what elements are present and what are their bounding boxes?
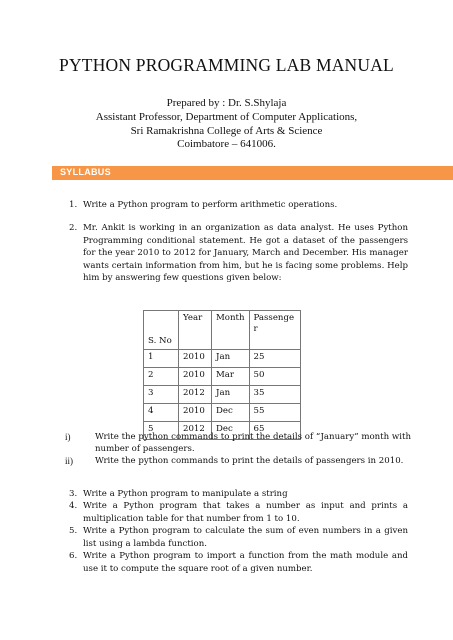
cell-year: 2010 [179,404,212,422]
cell-month: Dec [212,422,250,440]
sub-question-text: Write the python commands to print the details of passengers in 2010. [95,456,404,466]
prepared-by: Prepared by : Dr. S.Shylaja [166,97,287,109]
cell-sno: 4 [144,404,179,422]
header-year: Year [179,311,212,350]
author-city: Coimbatore – 641006. [177,138,276,151]
table-row [144,404,301,422]
cell-year: 2010 [179,368,212,386]
list-item-text: Write a Python program to import a function from the math module and use it to compute the square root of a given number. [83,551,408,574]
list-item-text: Write a Python program to manipulate a string [83,489,288,499]
cell-month: Jan [212,386,250,404]
header-sno: S. No [144,311,179,350]
list-item-number: 6. [69,551,78,561]
cell-sno: 1 [144,350,179,368]
header-passenger-line2: r [253,324,258,334]
list-item-number: 3. [69,489,78,499]
cell-passengers: 25 [249,350,300,368]
list-item-text: Write a Python program to perform arithmetic operations. [83,200,338,210]
cell-month: Dec [212,404,250,422]
cell-passengers: 35 [249,386,300,404]
list-item-number: 5. [69,526,78,536]
author-block [0,97,453,152]
sub-question-number: ii) [65,456,73,466]
author-designation: Assistant Professor, Department of Computer Applications, [95,110,358,123]
cell-year: 2010 [179,350,212,368]
cell-sno: 5 [144,422,179,440]
list-item-number: 4. [69,501,78,511]
table-header-row [144,311,301,350]
cell-month: Jan [212,350,250,368]
cell-year: 2012 [179,386,212,404]
cell-sno: 2 [144,368,179,386]
list-item-number: 1. [69,200,78,210]
table-row [144,386,301,404]
list-item-text: Write a Python program to calculate the sum of even numbers in a given list using a lambda function. [83,526,408,549]
cell-year: 2012 [179,422,212,440]
list-item-number: 2. [69,223,78,233]
cell-passengers: 50 [249,368,300,386]
cell-passengers: 65 [249,422,300,440]
header-passenger-line1: Passenge [253,313,295,323]
passenger-table [143,310,301,440]
sub-question-text: Write the python commands to print the details of “January” month with number of passengers. [95,432,411,454]
syllabus-section-bar [52,166,453,180]
cell-month: Mar [212,368,250,386]
list-item-text: Mr. Ankit is working in an organization as data analyst. He uses Python Programming conditional statement. He got a dataset of the passengers for the year 2010 to 2012 for January, March and December. His manager wants certain information from him, but he is facing some problems. Help him by answering few questions given below: [83,223,408,284]
document-title: PYTHON PROGRAMMING LAB MANUAL [59,55,394,75]
header-passenger [249,311,300,350]
author-college: Sri Ramakrishna College of Arts & Science [130,124,323,137]
table-row [144,350,301,368]
cell-passengers: 55 [249,404,300,422]
syllabus-label: SYLLABUS [60,167,111,177]
table-row [144,368,301,386]
header-month: Month [212,311,250,350]
cell-sno: 3 [144,386,179,404]
sub-question-number: i) [65,432,71,442]
list-item-text: Write a Python program that takes a number as input and prints a multiplication table for that number from 1 to 10. [83,501,408,524]
